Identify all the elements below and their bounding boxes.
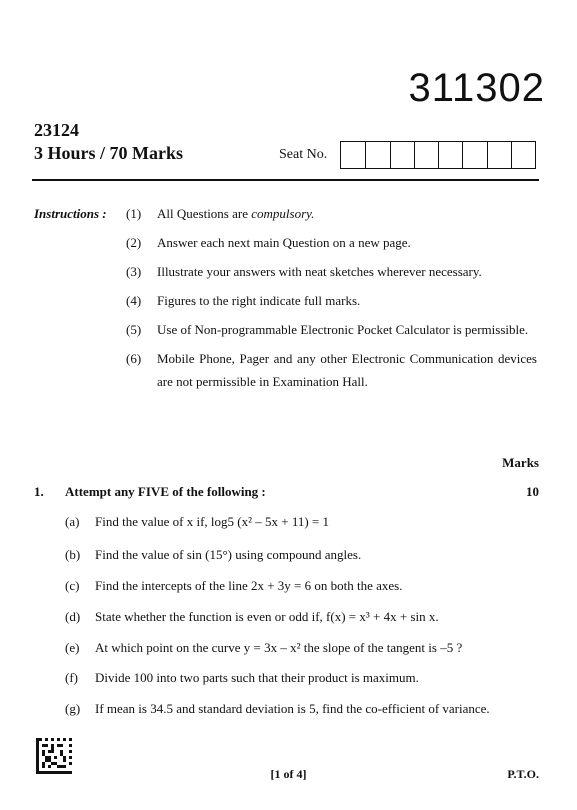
subquestion-text: State whether the function is even or odd if, f(x) = x³ + 4x + sin x. bbox=[95, 609, 439, 624]
subquestion-text: Divide 100 into two parts such that their product is maximum. bbox=[95, 670, 419, 685]
seat-box bbox=[487, 142, 511, 168]
marks-heading: Marks bbox=[502, 455, 539, 470]
seat-number-boxes bbox=[340, 141, 536, 169]
seat-box bbox=[462, 142, 486, 168]
instruction-number: (3) bbox=[126, 264, 142, 279]
exam-code: 23124 bbox=[34, 120, 79, 140]
instruction-number: (5) bbox=[126, 322, 142, 337]
seat-box bbox=[341, 142, 365, 168]
subquestion-label: (a) bbox=[65, 514, 80, 529]
subquestion-label: (e) bbox=[65, 640, 80, 655]
page-number: [1 of 4] bbox=[270, 767, 307, 781]
paper-code: 311302 bbox=[408, 66, 545, 110]
question-text: Attempt any FIVE of the following : bbox=[65, 484, 266, 499]
instruction-number: (6) bbox=[126, 351, 142, 366]
subquestion-label: (f) bbox=[65, 670, 78, 685]
seat-box bbox=[390, 142, 414, 168]
instruction-text: Answer each next main Question on a new page. bbox=[157, 235, 411, 250]
subquestion-label: (c) bbox=[65, 578, 80, 593]
instruction-text: Figures to the right indicate full marks. bbox=[157, 293, 361, 308]
seat-box bbox=[365, 142, 389, 168]
instruction-number: (1) bbox=[126, 206, 142, 221]
subquestion-label: (d) bbox=[65, 609, 81, 624]
subquestion-label: (b) bbox=[65, 547, 81, 562]
pto-label: P.T.O. bbox=[507, 767, 539, 781]
instruction-text: Use of Non-programmable Electronic Pocket Calculator is permissible. bbox=[157, 322, 529, 337]
subquestion-text: Find the intercepts of the line 2x + 3y = 6 on both the axes. bbox=[95, 578, 403, 593]
subquestion-text: If mean is 34.5 and standard deviation is 5, find the co-efficient of variance. bbox=[95, 701, 490, 716]
subquestion-label: (g) bbox=[65, 701, 81, 716]
seat-box bbox=[438, 142, 462, 168]
subquestion-text: At which point on the curve y = 3x – x² the slope of the tangent is –5 ? bbox=[95, 640, 463, 655]
instructions-label: Instructions : bbox=[34, 206, 107, 221]
instruction-text: Illustrate your answers with neat sketches wherever necessary. bbox=[157, 264, 482, 279]
subquestion-text: Find the value of sin (15°) using compound angles. bbox=[95, 547, 362, 562]
question-marks: 10 bbox=[526, 484, 539, 499]
question-number: 1. bbox=[34, 484, 44, 499]
seat-box bbox=[511, 142, 535, 168]
duration-marks: 3 Hours / 70 Marks bbox=[34, 143, 184, 163]
header-divider bbox=[32, 179, 539, 181]
instruction-number: (2) bbox=[126, 235, 142, 250]
subquestion-text: Find the value of x if, log5 (x² – 5x + 11) = 1 bbox=[95, 514, 329, 529]
instruction-text: Mobile Phone, Pager and any other Electronic Communication devices are not permissible in Examination Hall. bbox=[157, 351, 537, 389]
seat-number-label: Seat No. bbox=[279, 147, 328, 162]
seat-box bbox=[414, 142, 438, 168]
instruction-text: All Questions are compulsory. bbox=[157, 206, 315, 221]
instruction-number: (4) bbox=[126, 293, 142, 308]
